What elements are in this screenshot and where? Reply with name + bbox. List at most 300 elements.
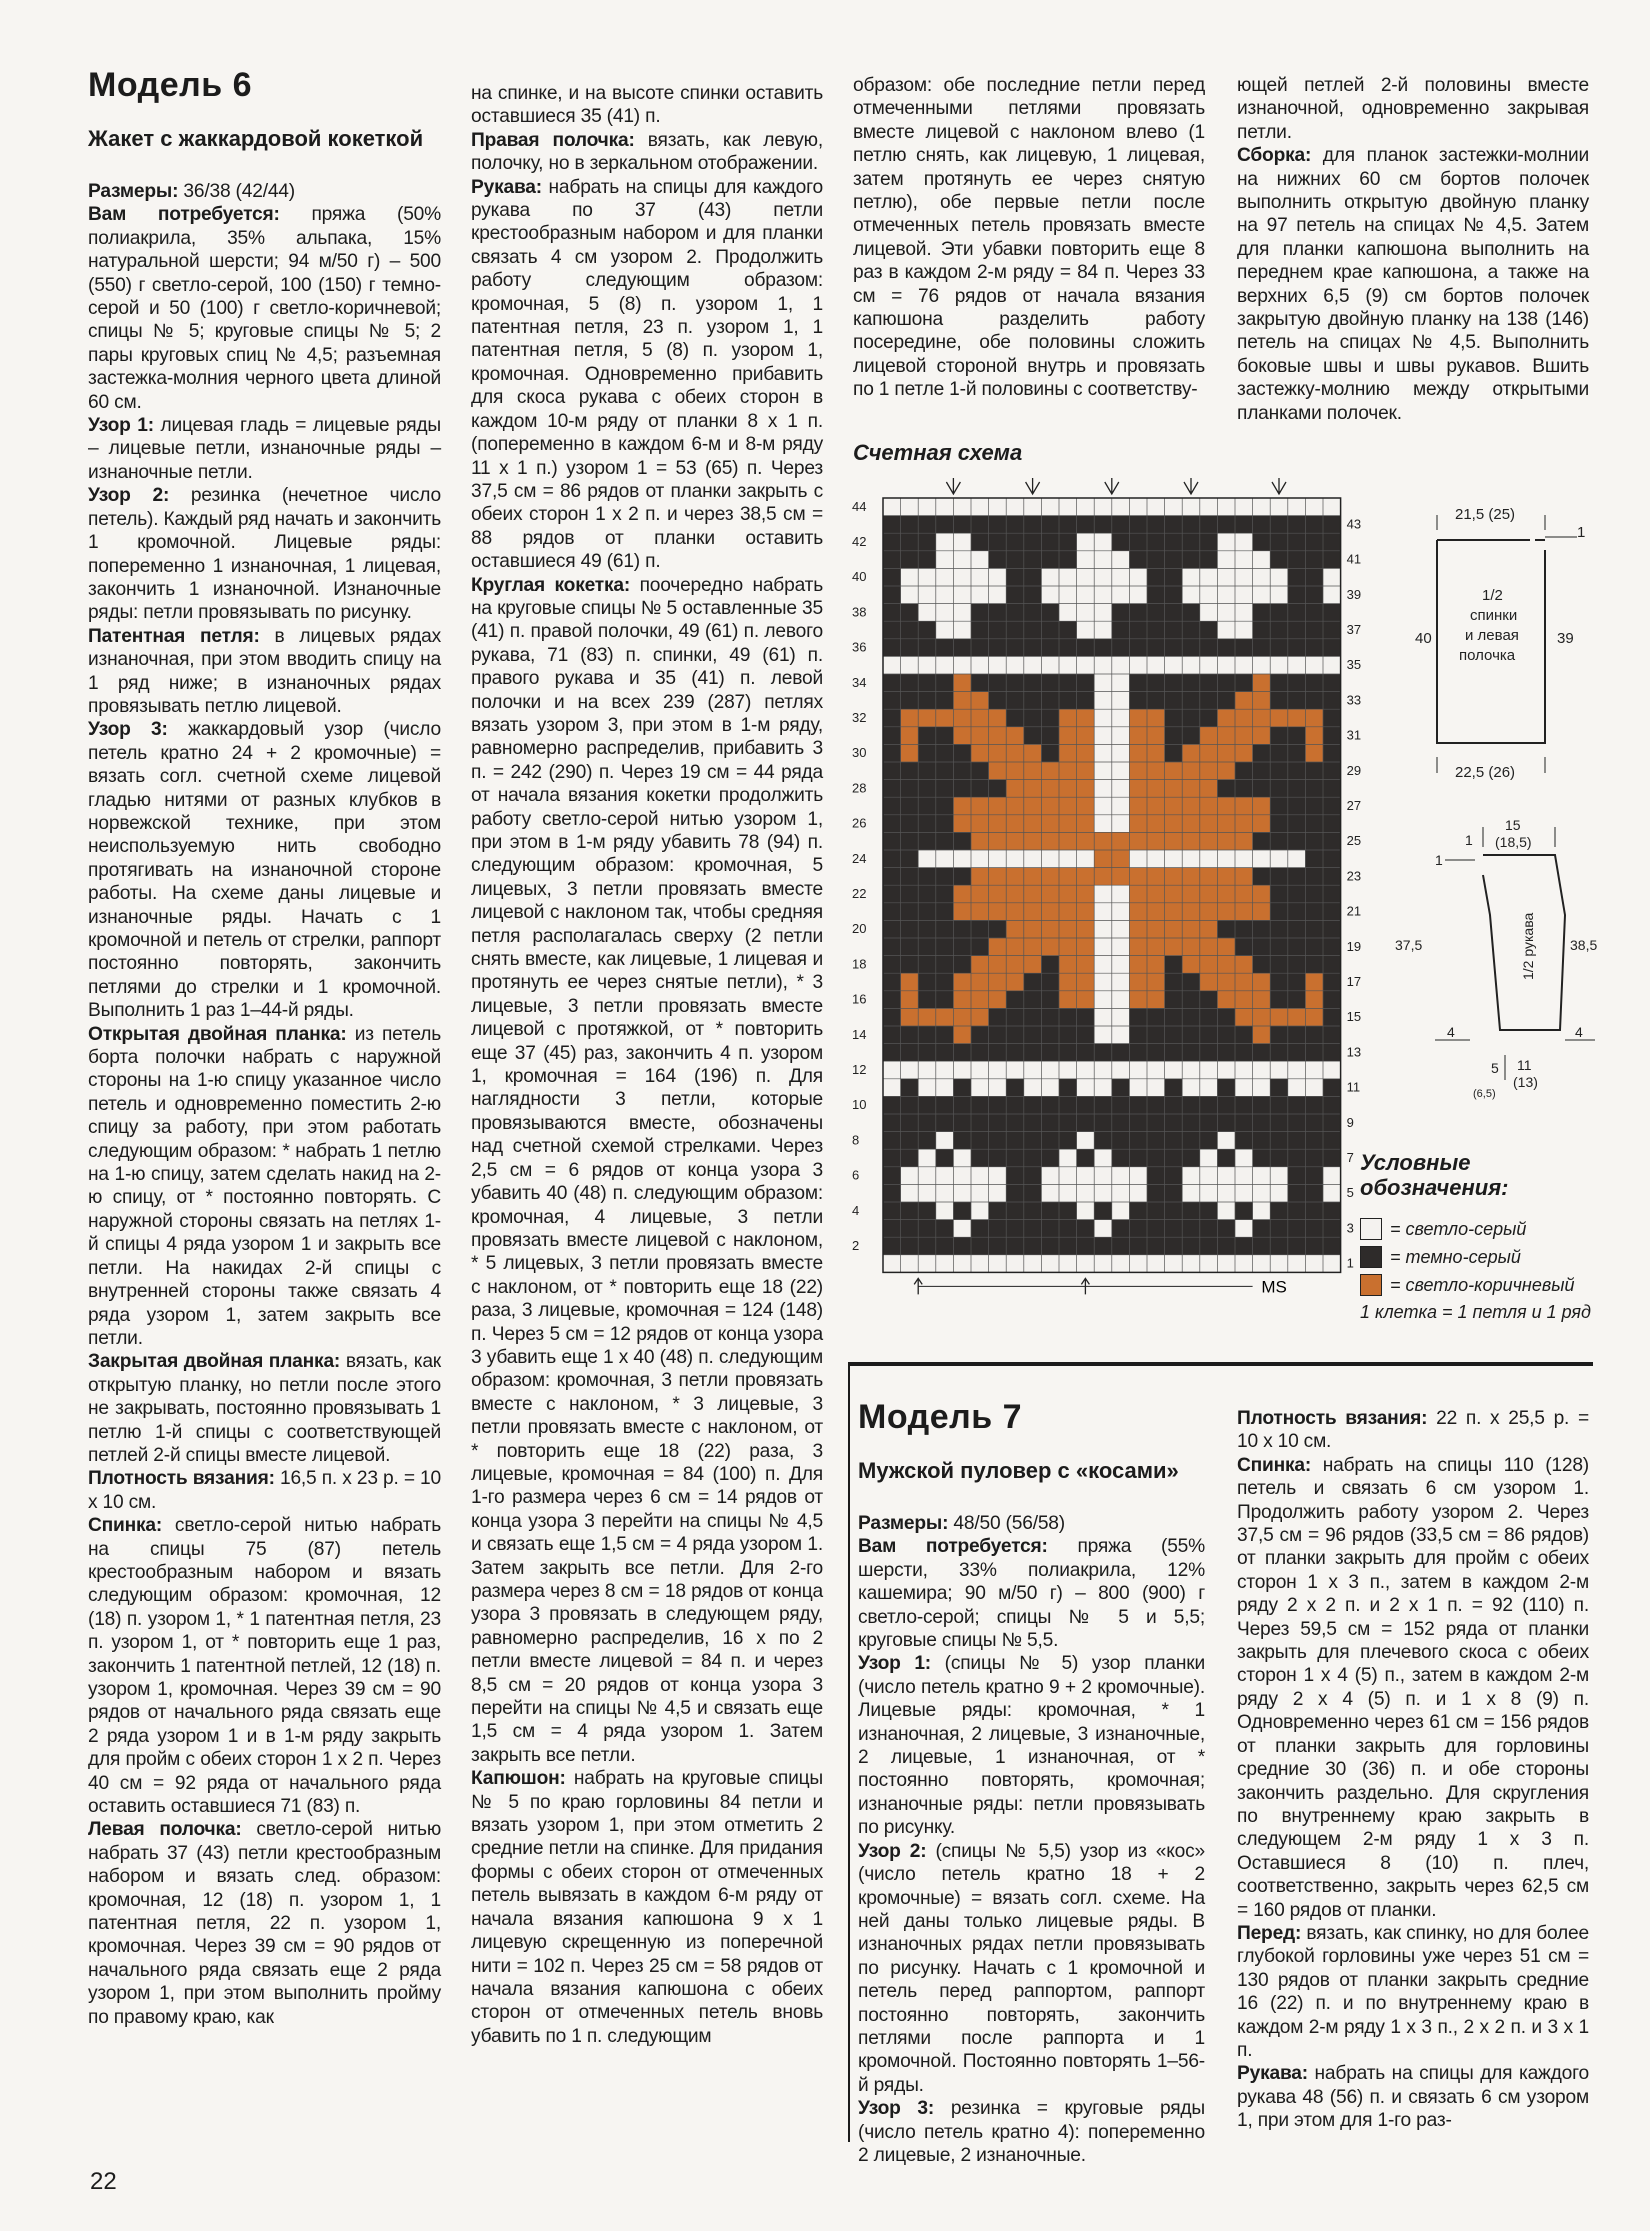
chart-cell	[901, 868, 919, 886]
chart-cell	[1288, 1096, 1306, 1114]
chart-cell	[936, 868, 954, 886]
chart-cell	[1217, 639, 1235, 657]
chart-cell	[953, 1132, 971, 1150]
chart-cell	[1077, 692, 1095, 710]
chart-cell	[1024, 920, 1042, 938]
chart-cell	[1094, 1114, 1112, 1132]
chart-cell	[1288, 586, 1306, 604]
chart-cell	[1041, 832, 1059, 850]
chart-cell	[989, 903, 1007, 921]
chart-cell	[1305, 903, 1323, 921]
chart-cell	[901, 938, 919, 956]
paragraph	[471, 574, 823, 1768]
chart-cell	[1165, 780, 1183, 798]
chart-cell	[1024, 727, 1042, 745]
chart-cell	[1270, 1149, 1288, 1167]
chart-cell	[1041, 533, 1059, 551]
chart-cell	[1305, 1096, 1323, 1114]
chart-cell	[1217, 1149, 1235, 1167]
chart-cell	[1059, 1026, 1077, 1044]
chart-cell	[1253, 674, 1271, 692]
chart-cell	[1129, 1044, 1147, 1062]
row-label-right: 27	[1346, 798, 1362, 813]
chart-cell	[918, 692, 936, 710]
chart-cell	[1323, 1132, 1341, 1150]
chart-cell	[1323, 780, 1341, 798]
chart-cell	[1147, 709, 1165, 727]
chart-cell	[1147, 604, 1165, 622]
chart-cell	[1129, 1202, 1147, 1220]
chart-cell	[918, 1008, 936, 1026]
chart-cell	[1165, 621, 1183, 639]
paragraph-text: из петель борта полочки набрать с наружной стороны на 1-ю спицу указанное число петель и одновременно поместить 2-ю спицу за работу, при этом работать следующим образом: * набрать 1 петлю на 1-ю спицу, затем сделать накид на 2-ю спицу, от * постоянно повторять. С наружной стороны связать на петлях 1-й спицы 4 ряда узором 1 и закрыть все петли. На накидах 2-й спицы с внутренней стороны также связать 4 ряда узором 1, затем закрыть все петли.	[88, 1023, 441, 1349]
chart-cell	[989, 868, 1007, 886]
chart-cell	[1270, 903, 1288, 921]
chart-cell	[1288, 868, 1306, 886]
chart-cell	[901, 621, 919, 639]
chart-cell	[1129, 832, 1147, 850]
chart-cell	[1006, 797, 1024, 815]
chart-cell	[1165, 533, 1183, 551]
chart-cell	[1165, 956, 1183, 974]
chart-cell	[1270, 780, 1288, 798]
model6-column-4	[1237, 74, 1589, 425]
chart-cell	[953, 956, 971, 974]
chart-cell	[1288, 780, 1306, 798]
chart-cell	[1077, 762, 1095, 780]
chart-cell	[1165, 832, 1183, 850]
chart-cell	[971, 674, 989, 692]
paragraph-heading: Размеры:	[88, 181, 179, 202]
paragraph-heading: Сборка:	[1237, 145, 1312, 167]
chart-cell	[1200, 1044, 1218, 1062]
chart-cell	[1182, 797, 1200, 815]
chart-cell	[1253, 832, 1271, 850]
sleeve-bottom-b-alt: (13)	[1513, 1074, 1538, 1090]
chart-cell	[1059, 1237, 1077, 1255]
chart-cell	[1270, 674, 1288, 692]
chart-cell	[1200, 903, 1218, 921]
chart-cell	[1129, 709, 1147, 727]
chart-cell	[1305, 709, 1323, 727]
chart-cell	[953, 762, 971, 780]
paragraph	[88, 203, 441, 414]
chart-cell	[883, 551, 901, 569]
chart-cell	[1253, 1149, 1271, 1167]
chart-cell	[1235, 780, 1253, 798]
chart-cell	[1147, 1184, 1165, 1202]
chart-cell	[1217, 938, 1235, 956]
chart-cell	[883, 1202, 901, 1220]
chart-cell	[1024, 885, 1042, 903]
chart-cell	[901, 1096, 919, 1114]
chart-cell	[1288, 1132, 1306, 1150]
chart-cell	[1288, 991, 1306, 1009]
chart-cell	[1147, 832, 1165, 850]
chart-cell	[1165, 692, 1183, 710]
chart-cell	[901, 692, 919, 710]
chart-cell	[1059, 1044, 1077, 1062]
chart-cell	[1165, 604, 1183, 622]
paragraph-text: для планок застежки-молнии на нижних 60 см бортов полочек выполнить открытую двойную планку на 97 петель на спицах № 4,5. Затем для планки капюшона выполнить на переднем крае капюшона, а также на верхних 6,5 (9) см бортов полочек закрытую двойную планку на 138 (146) петель на спицах № 4,5. Выполнить боковые швы и швы рукавов. Вшить застежку-молнию между открытыми планками полочек.	[1237, 145, 1589, 424]
chart-cell	[1270, 1132, 1288, 1150]
paragraph-text: 36/38 (42/44)	[178, 181, 295, 202]
chart-cell	[883, 639, 901, 657]
chart-cell	[1200, 832, 1218, 850]
chart-cell	[1024, 1167, 1042, 1185]
chart-cell	[1182, 920, 1200, 938]
chart-cell	[1253, 692, 1271, 710]
row-label-left: 2	[852, 1238, 860, 1253]
chart-cell	[971, 744, 989, 762]
chart-cell	[918, 920, 936, 938]
chart-cell	[936, 780, 954, 798]
model7-column-3	[858, 1512, 1205, 2167]
chart-cell	[883, 727, 901, 745]
chart-cell	[1147, 1202, 1165, 1220]
chart-cell	[918, 1237, 936, 1255]
chart-cell	[1217, 1026, 1235, 1044]
paragraph-text: набрать на спицы для каждого рукава 48 (56) п. и связать 6 см узором 1, при этом для 1-го раз-	[1237, 2063, 1589, 2132]
chart-cell	[1182, 692, 1200, 710]
chart-cell	[1200, 709, 1218, 727]
chart-cell	[1270, 1114, 1288, 1132]
chart-cell	[1323, 692, 1341, 710]
legend-item-light	[1360, 1218, 1526, 1240]
chart-cell	[901, 516, 919, 534]
chart-cell	[1129, 762, 1147, 780]
chart-cell	[1288, 744, 1306, 762]
chart-cell	[1129, 780, 1147, 798]
swatch-light	[1360, 1218, 1382, 1240]
chart-cell	[1059, 621, 1077, 639]
paragraph-heading: Вам потребуется:	[88, 204, 280, 226]
chart-cell	[1059, 938, 1077, 956]
chart-cell	[1270, 1008, 1288, 1026]
chart-cell	[1305, 586, 1323, 604]
chart-cell	[989, 709, 1007, 727]
chart-cell	[1288, 1149, 1306, 1167]
chart-cell	[1129, 516, 1147, 534]
chart-cell	[1235, 1008, 1253, 1026]
chart-cell	[1200, 692, 1218, 710]
chart-cell	[1147, 1008, 1165, 1026]
paragraph-text: резинка = круговые ряды (число петель кратно 4): попеременно 2 лицевые, 2 изнаночные.	[858, 2098, 1205, 2166]
paragraph-text: 22 п. х 25,5 р. = 10 х 10 см.	[1237, 1408, 1589, 1453]
row-label-left: 44	[852, 498, 867, 514]
chart-cell	[1323, 850, 1341, 868]
chart-cell	[1253, 1132, 1271, 1150]
chart-cell	[901, 850, 919, 868]
chart-cell	[1270, 797, 1288, 815]
chart-cell	[901, 1149, 919, 1167]
paragraph	[858, 1652, 1205, 1839]
chart-cell	[1077, 832, 1095, 850]
chart-cell	[1270, 727, 1288, 745]
chart-cell	[901, 551, 919, 569]
chart-cell	[1129, 1237, 1147, 1255]
row-label-left: 8	[852, 1132, 860, 1148]
paragraph	[88, 1023, 441, 1351]
chart-cell	[1006, 1044, 1024, 1062]
chart-cell	[1147, 533, 1165, 551]
chart-cell	[1006, 1132, 1024, 1150]
chart-cell	[1323, 621, 1341, 639]
chart-cell	[971, 762, 989, 780]
chart-cell	[1024, 516, 1042, 534]
chart-cell	[1182, 973, 1200, 991]
chart-cell	[918, 674, 936, 692]
chart-cell	[1147, 1167, 1165, 1185]
paragraph-heading: Узор 2:	[88, 485, 170, 507]
chart-cell	[883, 1008, 901, 1026]
chart-cell	[953, 797, 971, 815]
chart-cell	[1112, 1149, 1130, 1167]
chart-cell	[1235, 516, 1253, 534]
model6-subtitle: Жакет с жаккардовой кокеткой	[88, 126, 424, 151]
chart-cell	[1288, 920, 1306, 938]
chart-cell	[971, 780, 989, 798]
chart-cell	[883, 956, 901, 974]
chart-cell	[1077, 885, 1095, 903]
chart-cell	[1147, 1220, 1165, 1238]
chart-cell	[1200, 920, 1218, 938]
chart-cell	[1305, 780, 1323, 798]
chart-cell	[1200, 1114, 1218, 1132]
chart-cell	[1182, 956, 1200, 974]
chart-cell	[1059, 1132, 1077, 1150]
chart-cell	[1129, 903, 1147, 921]
chart-cell	[989, 885, 1007, 903]
chart-cell	[1147, 516, 1165, 534]
chart-cell	[953, 973, 971, 991]
chart-cell	[1253, 533, 1271, 551]
chart-cell	[1129, 797, 1147, 815]
chart-cell	[936, 973, 954, 991]
chart-cell	[1147, 920, 1165, 938]
chart-cell	[1129, 621, 1147, 639]
chart-cell	[1006, 1026, 1024, 1044]
chart-cell	[883, 1026, 901, 1044]
chart-cell	[1217, 973, 1235, 991]
legend-item-dark	[1360, 1246, 1521, 1268]
chart-cell	[883, 1096, 901, 1114]
paragraph	[1237, 1407, 1589, 1454]
chart-cell	[989, 973, 1007, 991]
chart-cell	[1305, 1044, 1323, 1062]
chart-cell	[1077, 991, 1095, 1009]
chart-cell	[918, 973, 936, 991]
chart-cell	[1217, 920, 1235, 938]
chart-cell	[1041, 938, 1059, 956]
chart-cell	[901, 973, 919, 991]
chart-cell	[936, 1096, 954, 1114]
chart-cell	[1006, 568, 1024, 586]
chart-cell	[1129, 1008, 1147, 1026]
chart-cell	[1059, 551, 1077, 569]
chart-cell	[1305, 744, 1323, 762]
chart-cell	[1112, 1079, 1130, 1097]
chart-cell	[1182, 604, 1200, 622]
chart-cell	[1077, 1149, 1095, 1167]
chart-cell	[1077, 639, 1095, 657]
row-label-left: 40	[852, 569, 867, 585]
chart-cell	[1006, 832, 1024, 850]
chart-cell	[1059, 692, 1077, 710]
chart-cell	[1323, 868, 1341, 886]
chart-cell	[1059, 868, 1077, 886]
chart-cell	[989, 533, 1007, 551]
chart-cell	[1006, 621, 1024, 639]
chart-cell	[1147, 885, 1165, 903]
chart-cell	[1077, 1096, 1095, 1114]
chart-cell	[989, 1149, 1007, 1167]
chart-cell	[1041, 973, 1059, 991]
chart-cell	[1041, 1096, 1059, 1114]
chart-cell	[1041, 709, 1059, 727]
chart-cell	[1165, 1202, 1183, 1220]
chart-cell	[1165, 744, 1183, 762]
chart-cell	[989, 1237, 1007, 1255]
chart-cell	[1024, 604, 1042, 622]
chart-cell	[1323, 991, 1341, 1009]
paragraph	[88, 1467, 441, 1514]
chart-cell	[1006, 1096, 1024, 1114]
chart-cell	[1077, 744, 1095, 762]
swatch-brown	[1360, 1274, 1382, 1296]
chart-cell	[1288, 832, 1306, 850]
chart-cell	[1217, 832, 1235, 850]
chart-cell	[883, 885, 901, 903]
chart-cell	[1323, 639, 1341, 657]
chart-cell	[1253, 1114, 1271, 1132]
paragraph	[1237, 1454, 1589, 1922]
chart-cell	[1041, 903, 1059, 921]
chart-cell	[1112, 1132, 1130, 1150]
chart-cell	[883, 692, 901, 710]
legend-note: 1 клетка = 1 петля и 1 ряд	[1360, 1302, 1591, 1322]
row-label-right: 1	[1346, 1255, 1354, 1271]
chart-cell	[901, 1079, 919, 1097]
chart-cell	[1270, 832, 1288, 850]
chart-cell	[1165, 762, 1183, 780]
chart-cell	[1288, 1044, 1306, 1062]
decrease-arrow-icon	[1184, 478, 1198, 494]
chart-cell	[918, 780, 936, 798]
chart-cell	[1006, 674, 1024, 692]
chart-cell	[953, 1044, 971, 1062]
paragraph-text: лицевая гладь = лицевые ряды – лицевые петли, изнаночные ряды – изнаночные петли.	[88, 415, 441, 483]
chart-cell	[1235, 1202, 1253, 1220]
chart-cell	[1059, 903, 1077, 921]
chart-cell	[1147, 586, 1165, 604]
chart-cell	[1129, 868, 1147, 886]
chart-cell	[918, 1044, 936, 1062]
chart-cell	[1129, 920, 1147, 938]
chart-cell	[1182, 1008, 1200, 1026]
chart-cell	[918, 991, 936, 1009]
chart-cell	[918, 727, 936, 745]
chart-cell	[1217, 868, 1235, 886]
chart-cell	[1288, 516, 1306, 534]
chart-cell	[971, 920, 989, 938]
chart-cell	[1200, 762, 1218, 780]
chart-cell	[1024, 1114, 1042, 1132]
chart-cell	[1253, 780, 1271, 798]
row-label-left: 32	[852, 710, 867, 725]
legend-title-line2: обозначения:	[1360, 1175, 1509, 1200]
chart-cell	[1024, 586, 1042, 604]
chart-cell	[1041, 1149, 1059, 1167]
chart-cell	[1112, 639, 1130, 657]
chart-cell	[1323, 744, 1341, 762]
chart-cell	[883, 621, 901, 639]
chart-cell	[1182, 727, 1200, 745]
sleeve-bottom-b: 11	[1517, 1057, 1532, 1073]
chart-cell	[918, 621, 936, 639]
chart-cell	[1006, 938, 1024, 956]
chart-cell	[1165, 709, 1183, 727]
chart-cell	[1323, 604, 1341, 622]
chart-cell	[1165, 1114, 1183, 1132]
chart-cell	[1112, 1114, 1130, 1132]
chart-cell	[971, 516, 989, 534]
row-label-right: 43	[1346, 516, 1362, 532]
chart-cell	[918, 709, 936, 727]
chart-cell	[1077, 938, 1095, 956]
chart-cell	[1323, 674, 1341, 692]
chart-cell	[936, 1044, 954, 1062]
chart-cell	[1200, 639, 1218, 657]
chart-cell	[1288, 692, 1306, 710]
chart-cell	[1077, 868, 1095, 886]
chart-cell	[1270, 1096, 1288, 1114]
chart-cell	[1059, 744, 1077, 762]
chart-cell	[1305, 692, 1323, 710]
ms-label: MS	[1261, 1277, 1287, 1297]
chart-cell	[1270, 1220, 1288, 1238]
chart-cell	[1077, 709, 1095, 727]
chart-cell	[1288, 568, 1306, 586]
chart-cell	[1129, 815, 1147, 833]
chart-cell	[1288, 533, 1306, 551]
chart-cell	[1059, 762, 1077, 780]
paragraph	[1237, 1922, 1589, 2062]
paragraph-text: вязать, как спинку, но для более глубокой горловины уже через 51 см = 130 рядов от планки закрыть средние 16 (22) п. и по внутреннему краю в каждом 2-м ряду 1 х 3 п., 2 х 2 п. и 3 х 1 п.	[1237, 1922, 1589, 2061]
row-label-left: 30	[852, 745, 867, 761]
chart-cell	[1235, 1044, 1253, 1062]
chart-cell	[1041, 744, 1059, 762]
chart-cell	[1147, 1114, 1165, 1132]
chart-cell	[1024, 1149, 1042, 1167]
chart-cell	[936, 639, 954, 657]
chart-cell	[1059, 709, 1077, 727]
chart-cell	[1305, 1220, 1323, 1238]
chart-cell	[918, 762, 936, 780]
chart-cell	[1165, 797, 1183, 815]
chart-cell	[1305, 1184, 1323, 1202]
chart-cell	[901, 744, 919, 762]
chart-cell	[971, 621, 989, 639]
chart-cell	[1288, 727, 1306, 745]
chart-cell	[1288, 973, 1306, 991]
chart-cell	[953, 674, 971, 692]
chart-cell	[1235, 1096, 1253, 1114]
chart-cell	[1024, 568, 1042, 586]
legend-title	[1360, 1150, 1508, 1200]
chart-cell	[971, 815, 989, 833]
chart-cell	[936, 956, 954, 974]
